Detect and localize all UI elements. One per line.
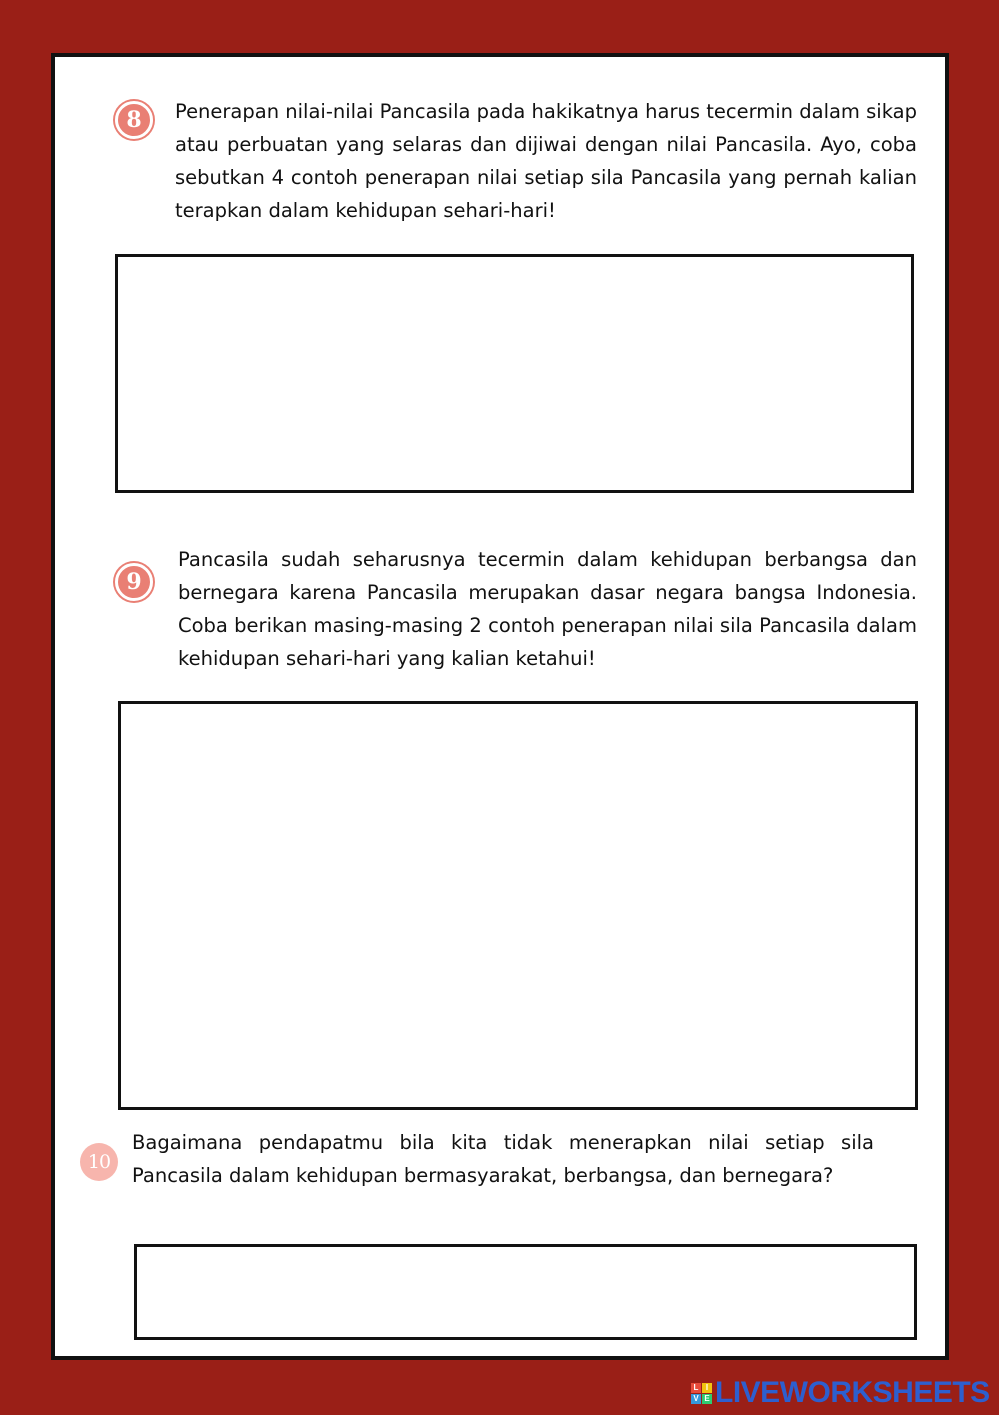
question-8-answer-box[interactable]	[115, 254, 914, 493]
logo-letter-l: L	[691, 1383, 701, 1393]
liveworksheets-logo[interactable]	[691, 1375, 990, 1411]
question-10-text: Bagaimana pendapatmu bila kita tidak menerapkan nilai setiap sila Pancasila dalam kehidupan bermasyarakat, berbangsa, dan bernegara?	[132, 1131, 874, 1187]
question-9-answer-box[interactable]	[118, 701, 918, 1110]
logo-letter-i: I	[702, 1383, 712, 1393]
question-10-answer-box[interactable]	[134, 1244, 917, 1340]
question-8-number-badge	[115, 101, 153, 139]
question-8-number: 8	[126, 107, 142, 133]
question-9-number: 9	[126, 569, 142, 595]
liveworksheets-logo-icon	[691, 1383, 712, 1404]
liveworksheets-brand-text: LIVEWORKSHEETS	[715, 1376, 990, 1409]
question-9-text: Pancasila sudah seharusnya tecermin dalam kehidupan berbangsa dan bernegara karena Pancasila merupakan dasar negara bangsa Indonesia. Coba berikan masing-masing 2 contoh penerapan nilai sila Pancasila dalam kehidupan sehari-hari yang kalian ketahui!	[178, 548, 917, 670]
question-9-number-badge	[115, 563, 153, 601]
logo-letter-e: E	[702, 1394, 712, 1404]
question-8-text: Penerapan nilai-nilai Pancasila pada hakikatnya harus tecermin dalam sikap atau perbuatan yang selaras dan dijiwai dengan nilai Pancasila. Ayo, coba sebutkan 4 contoh penerapan nilai setiap sila Pancasila yang pernah kalian terapkan dalam kehidupan sehari-hari!	[175, 100, 917, 222]
question-10-number: 10	[87, 1151, 111, 1173]
question-10-number-badge	[80, 1143, 118, 1181]
logo-letter-v: V	[691, 1394, 701, 1404]
